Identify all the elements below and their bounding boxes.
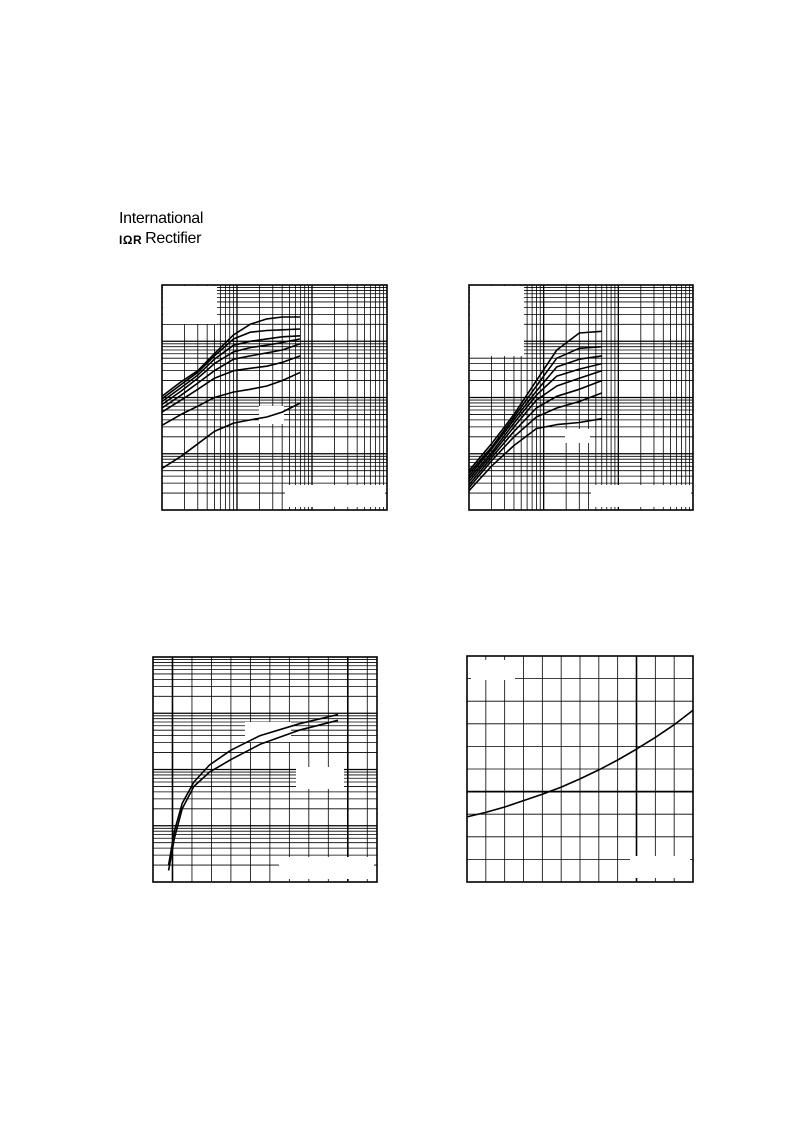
logo-ior-mark: IΩR [119, 233, 143, 247]
transfer-characteristics-chart [153, 657, 377, 882]
grid [467, 656, 693, 882]
data-series [162, 317, 300, 468]
logo-second-line [119, 230, 201, 248]
label-area [279, 857, 374, 879]
label-area [470, 286, 524, 356]
logo-wordmark-international: International [119, 210, 204, 227]
output-characteristics-chart-top-right [469, 285, 693, 510]
series-1-line [162, 317, 300, 396]
normalized-resistance-vs-temperature-chart [467, 656, 693, 882]
logo-wordmark-rectifier: Rectifier [145, 230, 202, 247]
output-characteristics-chart-top-left [162, 285, 387, 510]
label-area [471, 660, 515, 680]
label-area [591, 485, 691, 507]
label-area [285, 485, 385, 507]
label-area [630, 856, 690, 878]
label-area [163, 286, 217, 324]
company-logo [119, 210, 229, 250]
series-3-line [162, 336, 300, 402]
label-area [565, 429, 590, 443]
label-area [296, 767, 344, 789]
